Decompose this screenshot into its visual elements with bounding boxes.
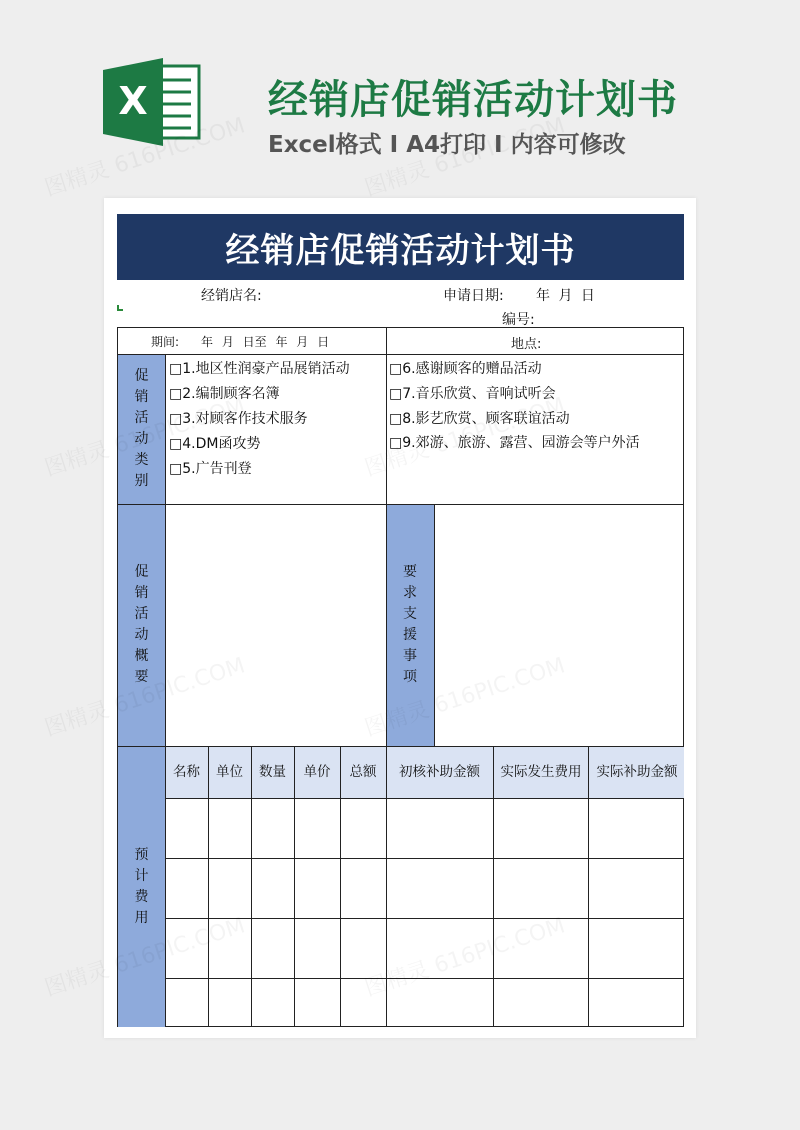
overview-input-cell[interactable] (165, 504, 387, 746)
col-header-total: 总额 (349, 763, 377, 780)
col-divider (588, 746, 589, 1027)
cell-marker-icon (117, 305, 123, 311)
serial-number-label: 编号: (502, 312, 535, 328)
apply-date-label: 申请日期: (443, 288, 504, 304)
row-divider (165, 798, 684, 799)
excel-logo-icon (103, 58, 203, 146)
option-checkbox[interactable]: □1.地区性润豪产品展销活动 (169, 361, 350, 377)
document-title-banner: 经销店促销活动计划书 (117, 214, 684, 280)
col-header-unit: 单位 (216, 763, 243, 780)
option-checkbox[interactable]: □8.影艺欣赏、顾客联谊活动 (389, 411, 570, 427)
logo-letter: X (118, 79, 148, 123)
option-checkbox[interactable]: □9.郊游、旅游、露营、园游会等户外活 (389, 435, 640, 451)
cost-side-label: 预 计 费 用 (134, 846, 149, 926)
apply-date-value[interactable]: 年 月 日 (536, 288, 595, 304)
category-side-label: 促 销 活 动 类 别 (134, 368, 149, 489)
col-header-actual-cost: 实际发生费用 (500, 763, 582, 780)
col-header-quantity: 数量 (259, 763, 286, 780)
col-header-unit-price: 单价 (303, 763, 331, 780)
option-checkbox[interactable]: □2.编制顾客名簿 (169, 386, 280, 402)
plan-form-table (117, 327, 684, 1027)
col-header-initial-subsidy: 初核补助金额 (399, 763, 480, 780)
divider (386, 328, 387, 354)
row-divider (165, 858, 684, 859)
support-input-cell[interactable] (434, 504, 684, 746)
overview-side-label: 促 销 活 动 概 要 (134, 564, 149, 685)
dealer-name-label: 经销店名: (201, 288, 262, 304)
period-label: 期间: (151, 335, 180, 349)
option-checkbox[interactable]: □4.DM函攻势 (169, 436, 261, 452)
period-value[interactable]: 年 月 日至 年 月 日 (201, 335, 330, 349)
col-header-actual-subsidy: 实际补助金额 (596, 763, 678, 780)
col-header-name: 名称 (173, 763, 200, 780)
row-divider (165, 978, 684, 979)
option-checkbox[interactable]: □6.感谢顾客的赠品活动 (389, 361, 542, 377)
option-checkbox[interactable]: □3.对顾客作技术服务 (169, 411, 308, 427)
option-checkbox[interactable]: □5.广告刊登 (169, 461, 252, 477)
option-checkbox[interactable]: □7.音乐欣赏、音响试听会 (389, 386, 556, 402)
location-label: 地点: (511, 337, 542, 352)
col-divider (493, 746, 494, 1027)
page-title: 经销店促销活动计划书 (268, 77, 678, 123)
support-side-label: 要 求 支 援 事 项 (403, 564, 417, 685)
page-subtitle: Excel格式 I A4打印 I 内容可修改 (268, 132, 626, 158)
row-divider (165, 918, 684, 919)
